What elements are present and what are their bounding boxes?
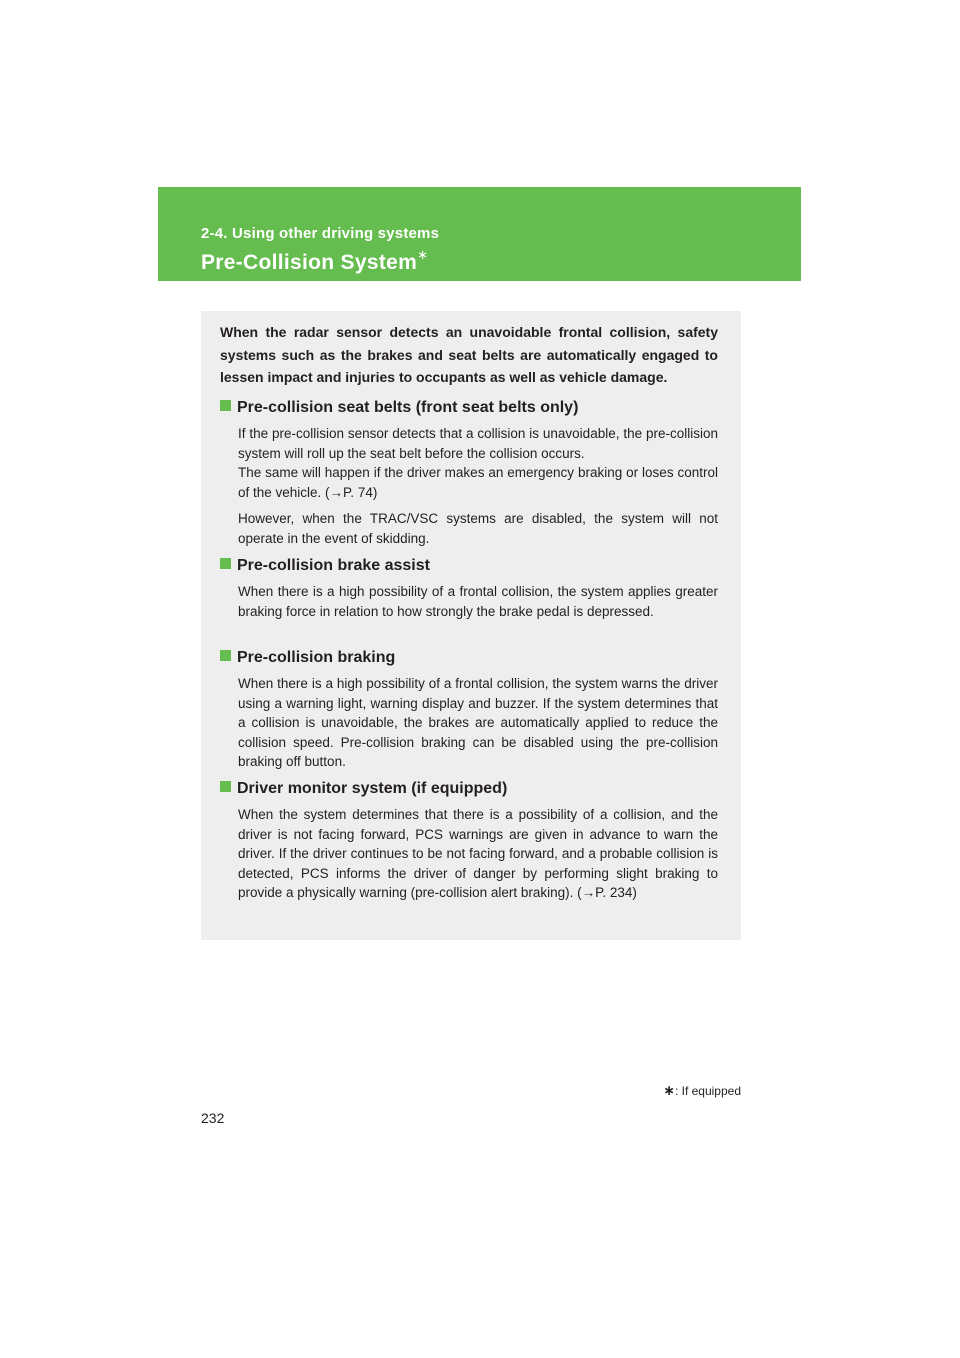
square-bullet-icon [220, 781, 231, 792]
page-title-text: Pre-Collision System [201, 251, 418, 274]
paragraph: If the pre-collision sensor detects that a collision is unavoidable, the pre-collision system will roll up the seat belt before the collision occurs. [238, 426, 718, 461]
heading-text: Pre-collision braking [237, 649, 396, 666]
heading-braking [220, 648, 395, 668]
heading-brake-assist [220, 556, 430, 576]
page-number: 232 [201, 1110, 225, 1126]
heading-text: Pre-collision seat belts (front seat belts only) [237, 399, 579, 416]
if-equipped-mark: ∗ [417, 247, 429, 262]
page-title [201, 249, 428, 275]
content-box [201, 311, 741, 940]
footnote [663, 1082, 741, 1099]
paragraph: When there is a high possibility of a frontal collision, the system applies greater braking force in relation to how strongly the brake pedal is depressed. [238, 584, 718, 619]
square-bullet-icon [220, 400, 231, 411]
footnote-text: : If equipped [674, 1084, 741, 1098]
paragraph: However, when the TRAC/VSC systems are disabled, the system will not operate in the event of skidding. [238, 511, 718, 546]
heading-seat-belts [220, 398, 578, 418]
heading-text: Driver monitor system (if equipped) [237, 780, 508, 797]
paragraph: When the system determines that there is a possibility of a collision, and the driver is not facing forward, PCS warnings are given in advance to warn the driver. If the driver continues to be not facing forward, and a probable collision is detected, PCS informs the driver of danger by performing slight braking to provide a physically warning (pre-collision alert braking). (→P. 234) [238, 807, 718, 900]
square-bullet-icon [220, 650, 231, 661]
section-label: 2-4. Using other driving systems [201, 225, 440, 242]
heading-text: Pre-collision brake assist [237, 557, 430, 574]
section-header-bar [158, 187, 801, 281]
heading-driver-monitor [220, 779, 507, 799]
asterisk-icon: ∗ [663, 1082, 675, 1098]
paragraph: The same will happen if the driver makes an emergency braking or loses control of the vehicle. (→P. 74) [238, 465, 718, 500]
square-bullet-icon [220, 558, 231, 569]
paragraph: When there is a high possibility of a frontal collision, the system warns the driver using a warning light, warning display and buzzer. If the system determines that a collision is unavoidable, the brakes are automatically applied to reduce the collision speed. Pre-collision braking can be disabled using the pre-collision braking off button. [238, 676, 718, 769]
intro-text: When the radar sensor detects an unavoidable frontal collision, safety systems such as the brakes and seat belts are automatically engaged to lessen impact and injuries to occupants as well as vehicle damage. [220, 324, 718, 385]
